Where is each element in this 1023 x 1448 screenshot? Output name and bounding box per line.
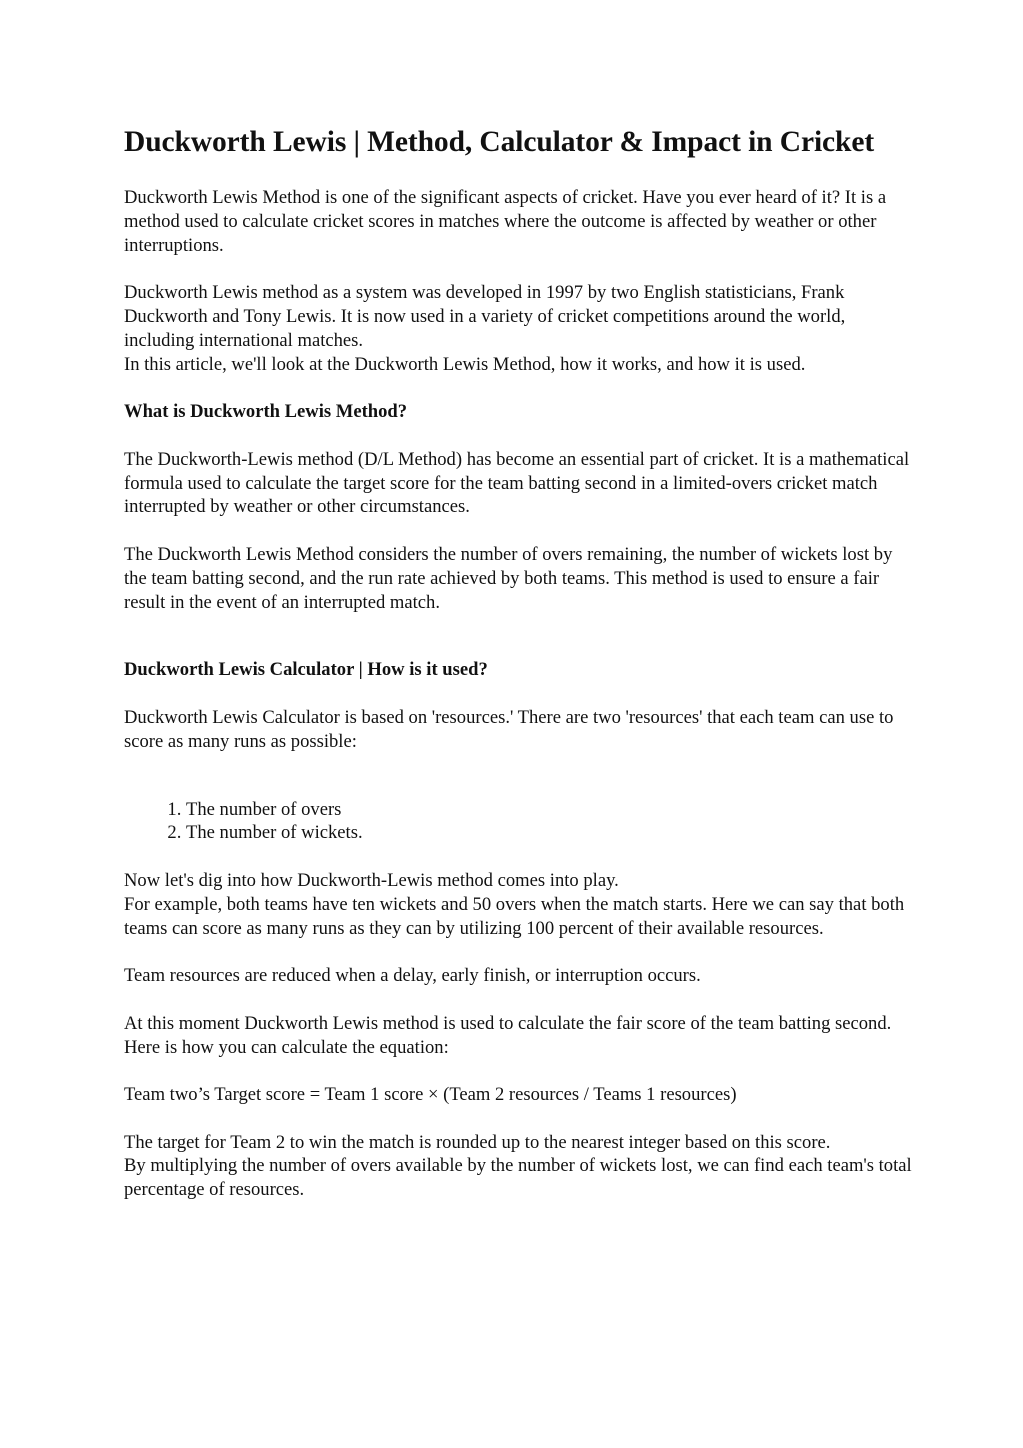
- section1-paragraph-1: The Duckworth-Lewis method (D/L Method) has become an essential part of cricket. It is a mathematical formula used to calculate the target score for the team batting second in a limited-overs cricket match interrupted by weather or other circumstances.: [124, 448, 910, 518]
- section2-paragraph-3: For example, both teams have ten wickets and 50 overs when the match starts. Here we can say that both teams can score as many runs as they can by utilizing 100 percent of their available resources.: [124, 893, 905, 939]
- document-page: [124, 124, 914, 1202]
- section2-paragraph-4: Team resources are reduced when a delay, early finish, or interruption occurs.: [124, 965, 701, 987]
- section-heading-calculator: Duckworth Lewis Calculator | How is it used?: [124, 659, 488, 681]
- section2-paragraph-2: Now let's dig into how Duckworth-Lewis method comes into play.: [124, 869, 619, 891]
- intro-paragraph-3: In this article, we'll look at the Duckworth Lewis Method, how it works, and how it is used.: [124, 353, 806, 375]
- target-score-equation: Team two’s Target score = Team 1 score × (Team 2 resources / Teams 1 resources): [124, 1084, 737, 1106]
- section2-paragraph-5: At this moment Duckworth Lewis method is used to calculate the fair score of the team batting second.: [124, 1012, 892, 1034]
- intro-paragraph-1: Duckworth Lewis Method is one of the significant aspects of cricket. Have you ever heard of it? It is a method used to calculate cricket scores in matches where the outcome is affected by weather or other interruptions.: [124, 187, 887, 256]
- section-heading-what-is: What is Duckworth Lewis Method?: [124, 401, 408, 423]
- section2-paragraph-7: The target for Team 2 to win the match is rounded up to the nearest integer based on this score.: [124, 1131, 831, 1153]
- section2-paragraph-6: Here is how you can calculate the equation:: [124, 1036, 449, 1058]
- section1-paragraph-2: The Duckworth Lewis Method considers the number of overs remaining, the number of wickets lost by the team batting second, and the run rate achieved by both teams. This method is used to ensure a fair result in the event of an interrupted match.: [124, 543, 893, 613]
- resources-list: [124, 798, 914, 846]
- list-item: 1. The number of overs: [186, 798, 914, 822]
- section2-paragraph-8: By multiplying the number of overs available by the number of wickets lost, we can find each team's total percentage of resources.: [124, 1155, 912, 1201]
- page-title: Duckworth Lewis | Method, Calculator & Impact in Cricket: [124, 126, 875, 158]
- list-item: 2. The number of wickets.: [186, 821, 914, 845]
- intro-paragraph-2: Duckworth Lewis method as a system was developed in 1997 by two English statisticians, Frank Duckworth and Tony Lewis. It is now used in a variety of cricket competitions around the world, including international matches.: [124, 282, 846, 351]
- section2-paragraph-1: Duckworth Lewis Calculator is based on 'resources.' There are two 'resources' that each team can use to score as many runs as possible:: [124, 706, 894, 752]
